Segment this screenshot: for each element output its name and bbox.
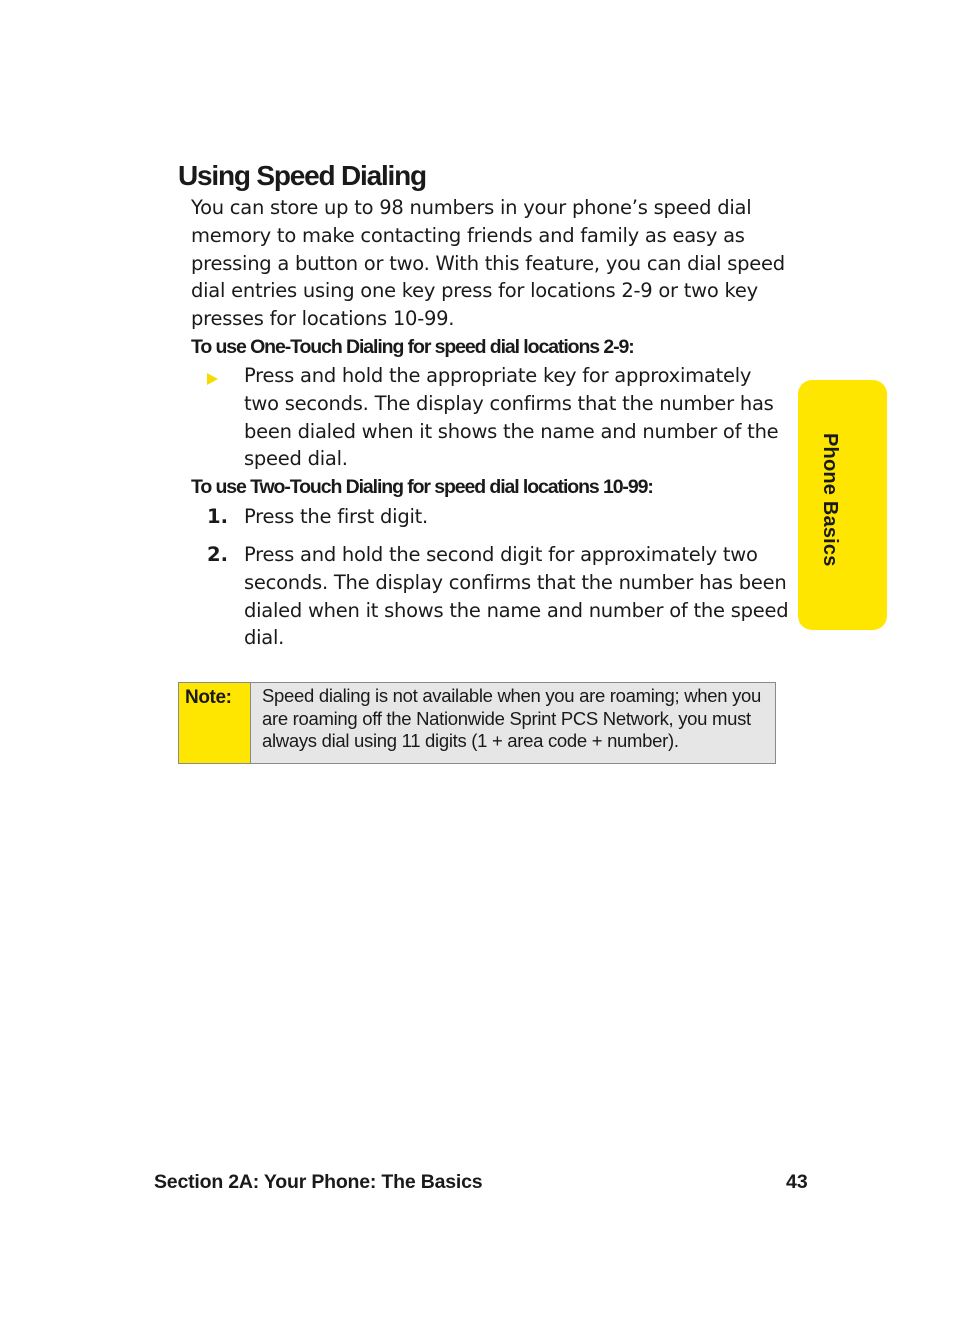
page-title: Using Speed Dialing [178,160,426,191]
section-side-tab [798,380,887,630]
triangle-bullet-icon [207,373,218,385]
one-touch-heading: To use One-Touch Dialing for speed dial locations 2-9: [191,336,634,358]
note-label: Note: [185,687,232,708]
step-number: 1. [207,505,228,528]
side-tab-label: Phone Basics [819,433,841,567]
note-box [178,682,776,764]
step-text: Press and hold the second digit for approximately two seconds. The display confirms that the number has been dialed when it shows the name and number of the speed dial. [244,543,789,650]
step-text: Press the first digit. [244,505,428,528]
one-touch-bullet-text: Press and hold the appropriate key for approximately two seconds. The display confirms that the number has been dialed when it shows the name and number of the speed dial. [244,364,779,471]
footer-section-title: Section 2A: Your Phone: The Basics [154,1171,483,1193]
note-text: Speed dialing is not available when you are roaming; when you are roaming off the Nationwide Sprint PCS Network, you must always dial using 11 digits (1 + area code + number). [262,685,762,751]
intro-paragraph: You can store up to 98 numbers in your phone’s speed dial memory to make contacting friends and family as easy as pressing a button or two. With this feature, you can dial speed dial entries using one key press for locations 2-9 or two key presses for locations 10-99. [191,196,785,331]
footer-page-number: 43 [786,1171,808,1193]
note-body-cell [251,683,775,763]
note-label-cell [179,683,251,763]
step-number: 2. [207,543,228,566]
two-touch-heading: To use Two-Touch Dialing for speed dial locations 10-99: [191,476,653,498]
